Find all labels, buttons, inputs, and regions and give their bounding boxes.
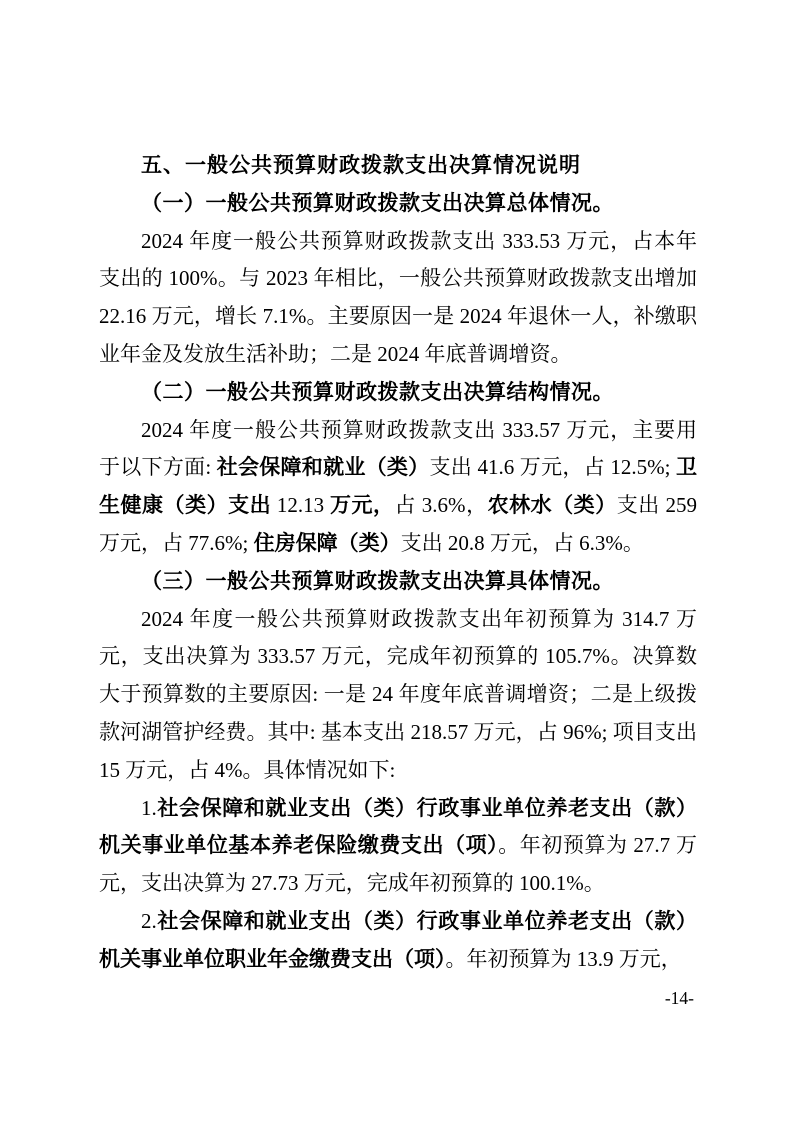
text-segment: 支出 20.8 万元，占 6.3%。	[400, 530, 644, 555]
paragraph-body	[99, 223, 697, 374]
text-segment: 2.	[141, 908, 157, 933]
paragraph-heading2	[99, 185, 697, 223]
text-segment-bold: 住房保障（类）	[253, 530, 401, 555]
text-segment-bold: 卫生健康（类）支出	[99, 455, 698, 518]
paragraph-heading1	[99, 147, 697, 185]
text-segment: 占 3.6%，	[394, 493, 488, 518]
text-segment-bold: 社会保障和就业（类）	[216, 455, 430, 480]
text-segment-bold: （三）一般公共预算财政拨款支出决算具体情况。	[141, 568, 614, 593]
text-segment-bold: 社会保障和就业支出（类）行政事业单位养老支出（款）机关事业单位基本养老保险缴费支出（项）	[99, 795, 697, 858]
paragraph-body	[99, 601, 697, 790]
text-segment: 支出 41.6 万元，占 12.5%;	[429, 455, 677, 480]
text-segment-bold: （一）一般公共预算财政拨款支出决算总体情况。	[141, 190, 614, 215]
text-segment: 。年初预算为 27.7 万元，支出决算为 27.73 万元，完成年初预算的 100.1%。	[99, 833, 698, 896]
paragraph-body	[99, 790, 697, 903]
paragraph-body	[99, 412, 697, 563]
text-segment: 2024 年度一般公共预算财政拨款支出年初预算为 314.7 万元，支出决算为 333.57 万元，完成年初预算的 105.7%。决算数大于预算数的主要原因: 一是 24 年度年底普调增资；二是上级拨款河湖管护经费。其中: 基本支出 218.57 万元，占 96%; 项目支出 15 万元，占 4%。具体情况如下:	[99, 606, 697, 782]
page-number: -14-	[664, 988, 694, 1008]
text-segment-bold: 万元，	[329, 493, 395, 518]
text-segment: 2024 年度一般公共预算财政拨款支出 333.57 万元，主要用于以下方面:	[99, 417, 697, 480]
text-segment-bold: （二）一般公共预算财政拨款支出决算结构情况。	[141, 379, 614, 404]
document-body	[99, 147, 697, 979]
paragraph-body	[99, 903, 697, 979]
paragraph-heading2	[99, 374, 697, 412]
text-segment: 2024 年度一般公共预算财政拨款支出 333.53 万元，占本年支出的 100%。与 2023 年相比，一般公共预算财政拨款支出增加 22.16 万元，增长 7.1%。主要原因一是 2024 年退休一人，补缴职业年金及发放生活补助；二是 2024 年底普调增资。	[99, 228, 697, 366]
text-segment: 12.13	[271, 493, 330, 518]
text-segment-bold: 农林水（类）	[487, 493, 617, 518]
text-segment: 。年初预算为 13.9 万元，	[445, 946, 682, 971]
text-segment: 支出 259 万元，占 77.6%;	[99, 493, 698, 555]
text-segment-bold: 社会保障和就业支出（类）行政事业单位养老支出（款）机关事业单位职业年金缴费支出（项）	[99, 908, 697, 971]
paragraph-heading2	[99, 563, 697, 601]
text-segment-bold: 五、一般公共预算财政拨款支出决算情况说明	[141, 154, 581, 177]
text-segment: 1.	[141, 795, 157, 820]
